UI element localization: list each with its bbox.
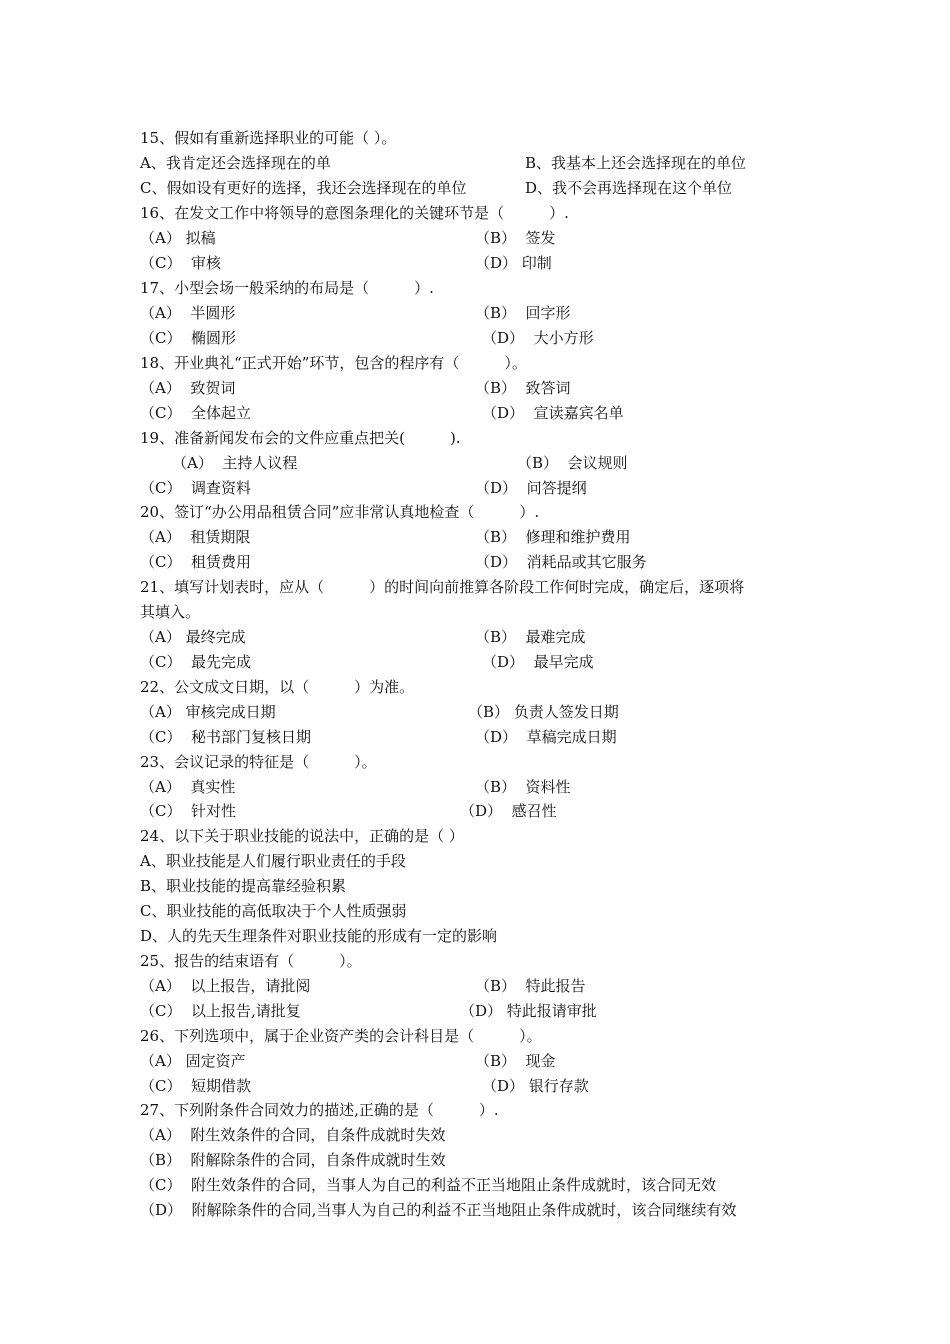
text-line: （A） 附生效条件的合同，自条件成就时失效 [140,1126,446,1144]
text-line: （A） 审核完成日期 [140,703,276,721]
text-line: （A） 真实性 [140,778,236,796]
text-line: 16、在发文工作中将领导的意图条理化的关键环节是（ ）. [140,204,569,222]
text-line: B、职业技能的提高靠经验积累 [140,877,347,895]
text-line: （A） 拟稿 [140,229,216,247]
text-line: （D） 宣读嘉宾名单 [482,404,624,422]
text-line: 22、公文成文日期，以（ ）为准。 [140,678,415,696]
text-line: （A） 致贺词 [140,379,236,397]
text-line: （C） 最先完成 [140,653,252,671]
text-line: （C） 全体起立 [140,404,252,422]
text-line: D、我不会再选择现在这个单位 [525,179,733,197]
text-line: （A） 主持人议程 [172,454,298,472]
text-line: （B） 签发 [475,229,556,247]
text-line: （D） 特此报请审批 [460,1002,597,1020]
text-line: （D） 附解除条件的合同,当事人为自己的利益不正当地阻止条件成就时，该合同继续有效 [140,1201,737,1219]
text-line: C、职业技能的高低取决于个人性质强弱 [140,902,407,920]
text-line: （D） 大小方形 [482,329,594,347]
text-line: （C） 审核 [140,254,222,272]
text-line: （B） 最难完成 [475,628,586,646]
text-line: （D） 草稿完成日期 [475,728,617,746]
text-line: （B） 资料性 [475,778,571,796]
text-line: 19、准备新闻发布会的文件应重点把关( ). [140,429,461,447]
text-line: 27、下列附条件合同效力的描述,正确的是（ ）. [140,1101,499,1119]
text-line: （C） 附生效条件的合同，当事人为自己的利益不正当地阻止条件成就时，该合同无效 [140,1176,717,1194]
text-line: （D） 消耗品或其它服务 [475,553,647,571]
text-line: 26、下列选项中，属于企业资产类的会计科目是（ ）。 [140,1027,542,1045]
text-line: （C） 以上报告,请批复 [140,1002,301,1020]
text-line: （B） 现金 [475,1052,556,1070]
text-line: 17、小型会场一般采纳的布局是（ ）. [140,279,434,297]
text-line: 其填入。 [140,603,201,621]
text-line: （D） 印制 [475,254,552,272]
text-line: 20、签订“办公用品租赁合同”应非常认真地检查（ ）. [140,503,540,521]
text-line: B、我基本上还会选择现在的单位 [525,154,747,172]
text-line: 23、会议记录的特征是（ ）。 [140,753,377,771]
text-line: （A） 半圆形 [140,304,236,322]
text-line: （D） 最早完成 [482,653,594,671]
text-line: A、我肯定还会选择现在的单 [140,154,331,172]
text-line: （A） 租赁期限 [140,528,251,546]
text-line: （B） 会议规则 [517,454,628,472]
text-line: （A） 最终完成 [140,628,246,646]
text-line: 25、报告的结束语有（ ）。 [140,952,362,970]
text-line: 15、假如有重新选择职业的可能（ ）。 [140,129,397,147]
text-line: （C） 椭圆形 [140,329,237,347]
text-line: 24、以下关于职业技能的说法中，正确的是（ ） [140,827,464,845]
text-line: （B） 修理和维护费用 [475,528,631,546]
text-line: （A） 固定资产 [140,1052,246,1070]
text-line: （B） 回字形 [475,304,571,322]
text-line: （C） 秘书部门复核日期 [140,728,312,746]
text-line: （C） 调查资料 [140,479,252,497]
text-line: A、职业技能是人们履行职业责任的手段 [140,852,406,870]
text-line: （D） 问答提纲 [475,479,587,497]
text-line: （C） 针对性 [140,802,237,820]
text-line: （B） 致答词 [475,379,571,397]
text-line: （D） 感召性 [460,802,557,820]
text-line: （D） 银行存款 [482,1077,589,1095]
text-line: （B） 负责人签发日期 [468,703,619,721]
text-line: 18、开业典礼“正式开始”环节，包含的程序有（ ）。 [140,354,527,372]
text-line: C、假如设有更好的选择，我还会选择现在的单位 [140,179,467,197]
text-line: （B） 附解除条件的合同，自条件成就时生效 [140,1151,446,1169]
text-line: （A） 以上报告，请批阅 [140,977,311,995]
text-line: D、人的先天生理条件对职业技能的形成有一定的影响 [140,927,498,945]
text-line: 21、填写计划表时，应从（ ）的时间向前推算各阶段工作何时完成，确定后，逐项将 [140,578,745,596]
text-line: （C） 短期借款 [140,1077,252,1095]
text-line: （B） 特此报告 [475,977,586,995]
text-line: （C） 租赁费用 [140,553,252,571]
